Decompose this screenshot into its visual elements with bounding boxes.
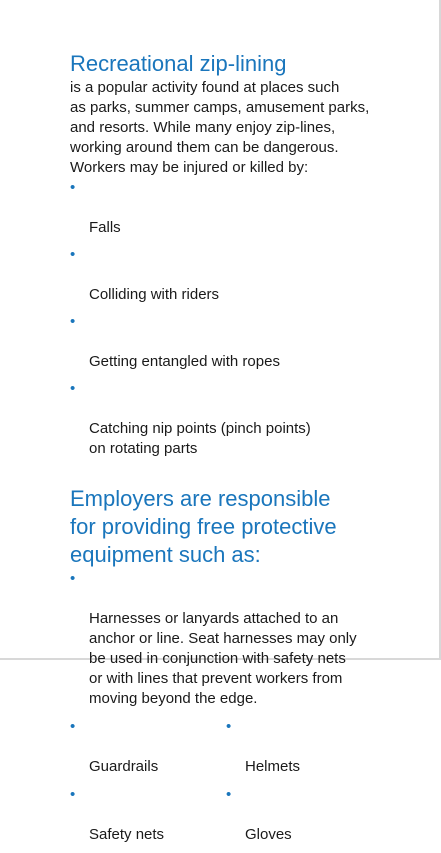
equipment-text: Guardrails (89, 758, 159, 775)
bullet-icon: • (70, 786, 76, 803)
list-item (226, 717, 382, 777)
equipment-list (70, 569, 420, 709)
list-item (70, 312, 420, 372)
equipment-text: Safety nets (89, 826, 165, 843)
page-content (70, 50, 420, 853)
list-item (70, 245, 420, 305)
bullet-icon: • (70, 246, 76, 263)
hazards-list (70, 178, 420, 459)
hazard-text: Getting entangled with ropes (89, 353, 280, 370)
bullet-icon: • (226, 718, 232, 735)
bullet-icon: • (70, 179, 76, 196)
hazard-text: Falls (89, 219, 121, 236)
hazard-text: Colliding with riders (89, 286, 220, 303)
bullet-icon: • (70, 313, 76, 330)
equipment-text: Gloves (245, 826, 292, 843)
list-item (70, 785, 226, 845)
bullet-icon: • (70, 570, 76, 587)
list-item (70, 569, 420, 709)
equipment-text: Helmets (245, 758, 301, 775)
intro-paragraph: is a popular activity found at places such as parks, summer camps, amusement parks, and resorts. While many enjoy zip-lines, working around them can be dangerous. Workers may be injured or killed by: (70, 79, 370, 176)
section-heading-employer-responsibility: Employers are responsible for providing free protective equipment such as: (70, 486, 337, 567)
equipment-list-right (226, 717, 382, 853)
list-item (70, 178, 420, 238)
section-heading-zip-lining: Recreational zip-lining (70, 51, 287, 76)
bullet-icon: • (226, 786, 232, 803)
bullet-icon: • (70, 718, 76, 735)
list-item (70, 379, 420, 459)
bullet-icon: • (70, 380, 76, 397)
equipment-text: Harnesses or lanyards attached to an anchor or line. Seat harnesses may only be used in conjunction with safety nets or with lines that prevent workers from moving beyond the edge. (89, 610, 357, 707)
equipment-two-column (70, 717, 420, 853)
hazard-text: Catching nip points (pinch points) on rotating parts (89, 420, 311, 457)
equipment-list-left (70, 717, 226, 853)
list-item (226, 785, 382, 845)
list-item (70, 717, 226, 777)
